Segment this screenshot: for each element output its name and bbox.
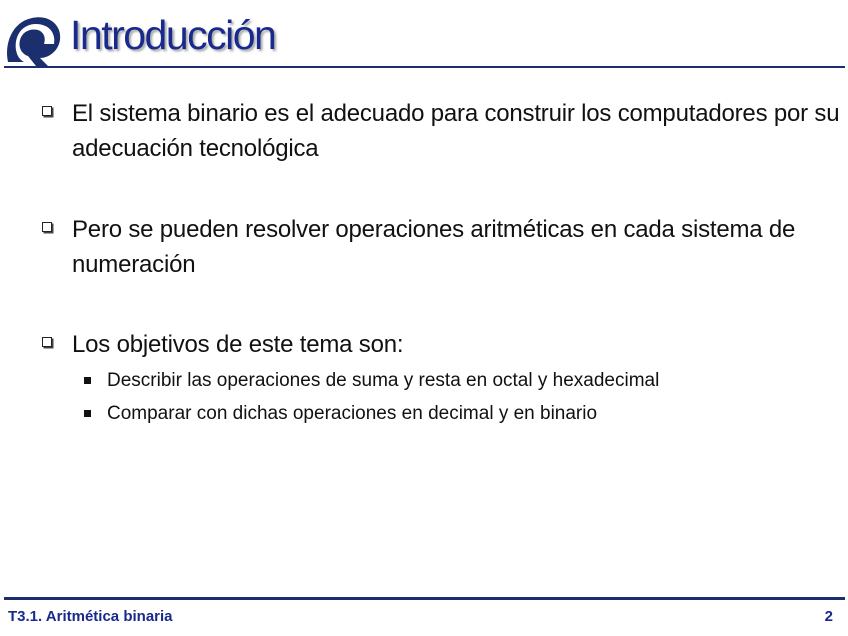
square-bullet-icon (42, 106, 52, 116)
sub-bullet-text: Comparar con dichas operaciones en decimal y en binario (107, 403, 598, 424)
slide-title: Introducción (70, 12, 276, 58)
page-number: 2 (824, 608, 833, 625)
filled-square-bullet-icon (84, 377, 91, 384)
slide-header (0, 0, 848, 70)
filled-square-bullet-icon (84, 410, 91, 417)
sub-bullet-text: Describir las operaciones de suma y resta en octal y hexadecimal (107, 370, 660, 391)
bullet-text: El sistema binario es el adecuado para construir los computadores por su adecuación tecnológica (72, 100, 840, 162)
square-bullet-icon (42, 337, 52, 347)
footer-section-label: T3.1. Aritmética binaria (8, 608, 173, 625)
bullet-text: Los objetivos de este tema son: (72, 331, 404, 358)
logo-icon (2, 10, 66, 66)
footer-divider (4, 597, 845, 600)
bullet-text: Pero se pueden resolver operaciones aritméticas en cada sistema de numeración (72, 216, 796, 278)
header-divider (4, 66, 845, 68)
square-bullet-icon (42, 222, 52, 232)
